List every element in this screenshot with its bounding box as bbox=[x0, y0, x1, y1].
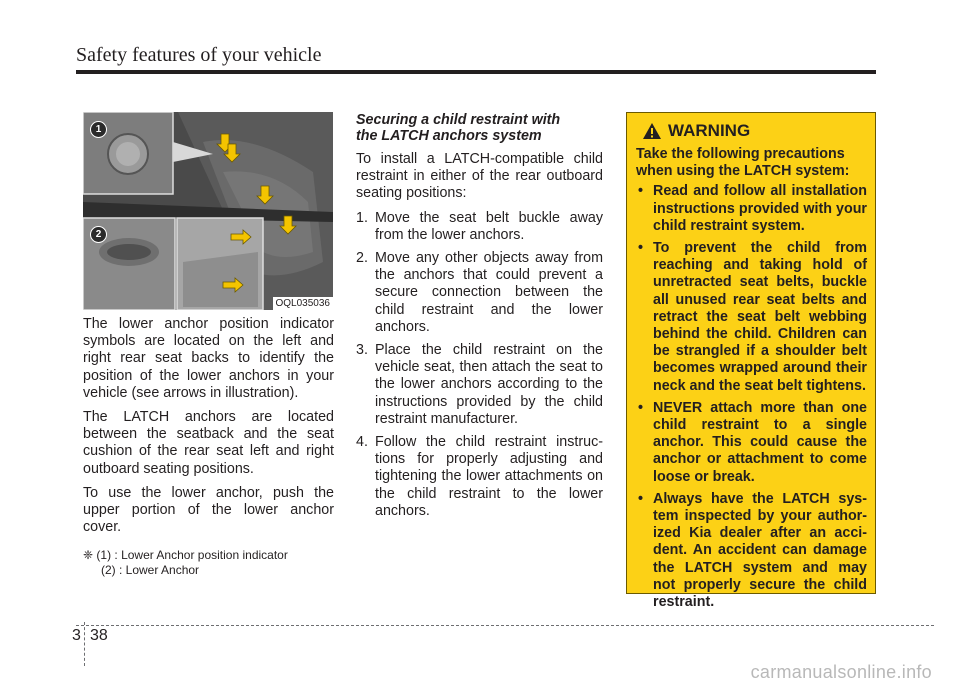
bullet: • bbox=[638, 240, 644, 257]
indicator-badge-1: 1 bbox=[90, 121, 107, 138]
figure-note bbox=[83, 548, 334, 578]
warning-item-text: Read and follow all installation instructions provided with your child restraint system. bbox=[653, 183, 867, 234]
intro-paragraph: To install a LATCH-compatible child restraint in either of the rear outboard seating positions: bbox=[356, 151, 603, 202]
warning-list bbox=[636, 183, 867, 611]
watermark: carmanualsonline.info bbox=[750, 662, 932, 682]
list-item bbox=[636, 400, 867, 486]
step-text: Move any other objects away from the anchors that could prevent a secure connection between the child restraint and the lower anchors. bbox=[375, 250, 603, 335]
steps-list bbox=[356, 210, 603, 520]
warning-item-text: NEVER attach more than one child restraint to a single anchor. This could cause the anchor or attachment to come loose or break. bbox=[653, 399, 867, 485]
warning-item-text: To prevent the child from reaching and taking hold of unretracted seat belts, buckle all unused rear seat belts and retract the seat belt webbing behind the child. Children can be strangled if a shoulder belt becomes wrapped around their neck and the seat belt tightens. bbox=[653, 240, 867, 394]
page-number: 38 bbox=[90, 627, 108, 644]
warning-header bbox=[642, 122, 867, 140]
anchor-badge-2: 2 bbox=[90, 226, 107, 243]
warning-intro: Take the following precautions when using the LATCH system: bbox=[636, 146, 850, 180]
footer-rule bbox=[76, 625, 934, 626]
bullet: • bbox=[638, 490, 644, 507]
middle-column bbox=[356, 112, 603, 526]
list-item bbox=[356, 210, 603, 244]
bullet: • bbox=[638, 183, 644, 200]
left-column bbox=[83, 316, 334, 578]
warning-item-text: Always have the LATCH sys- tem inspected by your author- ized Kia dealer after an acci- dent. An accident can damage the LATCH system and may not properly secure the child restraint. bbox=[653, 490, 867, 611]
heading-line-1: Securing a child restraint with bbox=[356, 112, 561, 128]
warning-box bbox=[626, 112, 876, 611]
step-text: Follow the child restraint instruc- tions for properly adjusting and tightening the lower attachments on the child restraint to the lower anchors. bbox=[375, 434, 603, 519]
warning-title: WARNING bbox=[668, 121, 751, 141]
list-item bbox=[356, 434, 603, 520]
lower-anchor-figure bbox=[83, 112, 333, 310]
page-separator bbox=[84, 622, 85, 666]
step-number: 2. bbox=[356, 250, 368, 267]
list-item bbox=[636, 183, 867, 235]
step-number: 4. bbox=[356, 434, 368, 451]
warning-triangle-icon bbox=[642, 122, 662, 140]
chapter-number: 3 bbox=[72, 627, 81, 644]
heading-line-2: the LATCH anchors system bbox=[356, 128, 542, 144]
section-heading bbox=[356, 112, 603, 144]
step-text: Move the seat belt buckle away from the lower anchors. bbox=[375, 209, 603, 243]
list-item bbox=[356, 342, 603, 428]
step-number: 1. bbox=[356, 209, 368, 226]
list-item bbox=[636, 240, 867, 395]
paragraph: To use the lower anchor, push the upper portion of the lower anchor cover. bbox=[83, 484, 334, 536]
header-rule bbox=[76, 70, 876, 74]
step-text: Place the child restraint on the vehicle seat, then attach the seat to the lower anchors according to the instructions provided by the child restraint manufacturer. bbox=[375, 342, 603, 427]
figure-caption: OQL035036 bbox=[273, 297, 334, 310]
bullet: • bbox=[638, 399, 644, 416]
page-header-title: Safety features of your vehicle bbox=[76, 44, 322, 66]
list-item bbox=[356, 250, 603, 336]
paragraph: The lower anchor position indicator symbols are located on the left and right rear seat backs to identify the position of the lower anchors in your vehicle (see arrows in illustration). bbox=[83, 316, 334, 401]
note-symbol: ❈ bbox=[83, 548, 94, 563]
seat-illustration bbox=[83, 112, 333, 310]
step-number: 3. bbox=[356, 342, 368, 359]
paragraph: The LATCH anchors are located between the seatback and the seat cushion of the rear seat left and right outboard seating positions. bbox=[83, 409, 334, 477]
list-item bbox=[636, 491, 867, 611]
note-line-2: (2) : Lower Anchor bbox=[101, 563, 200, 578]
note-line-1: (1) : Lower Anchor position indicator bbox=[96, 548, 288, 563]
